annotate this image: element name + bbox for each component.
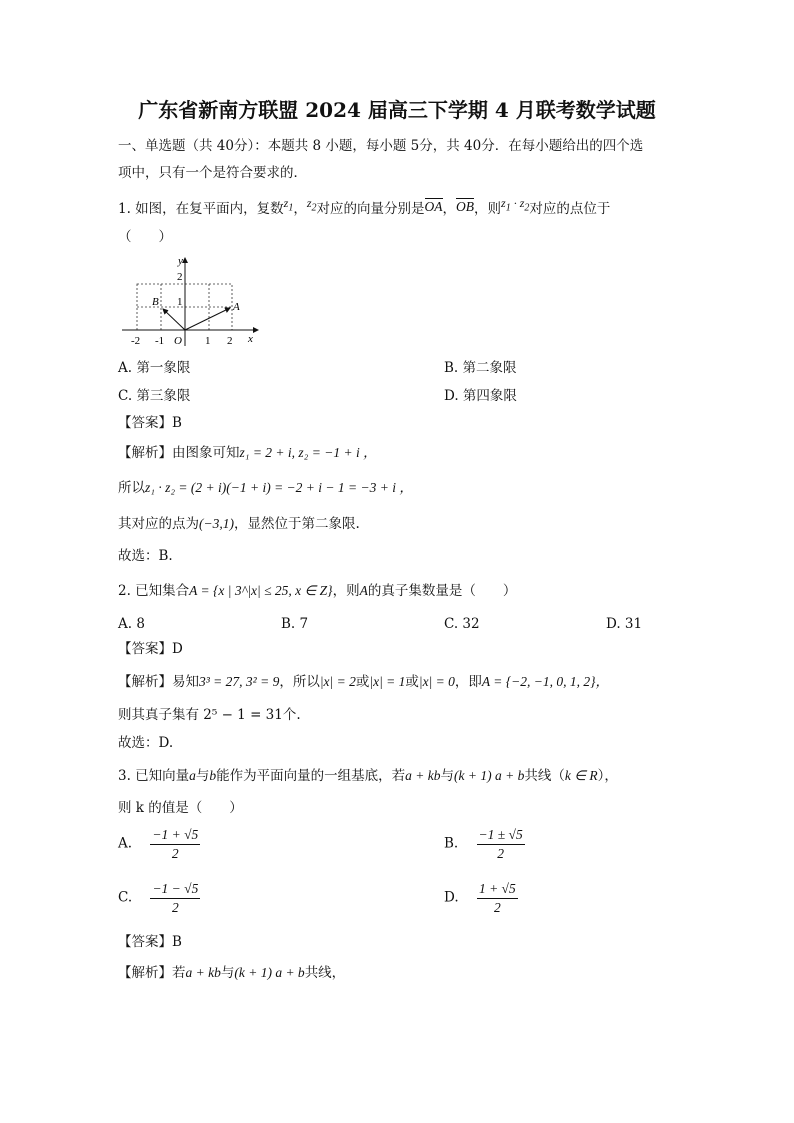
- q3-stem-line2: 则 k 的值是（ ）: [118, 800, 243, 816]
- q2-analysis-math-1: 3³ = 27, 3² = 9: [199, 674, 280, 689]
- q3-answer: 【答案】B: [118, 934, 182, 950]
- q2-stem-text-b: ，则: [332, 583, 360, 599]
- q3-analysis-tag: 【解析】: [118, 965, 172, 981]
- q1-choice: 故选：B.: [118, 548, 173, 564]
- q3-option-c-denominator: 2: [172, 899, 179, 915]
- q1-z2: $z_2$: [306, 196, 317, 214]
- q3-vector-b: b: [209, 768, 217, 783]
- q2-option-d: D. 31: [606, 616, 643, 632]
- q1-stem-text-b: 对应的向量分别是: [316, 201, 425, 217]
- q1-ytick-1: 1: [177, 296, 183, 308]
- q2-analysis-abs-2: |x| = 2: [319, 674, 356, 689]
- q3-option-a-denominator: 2: [171, 845, 179, 861]
- q3-stem-text-c: 能作为平面向量的一组基底，若: [216, 768, 406, 784]
- q3-analysis-text-a: 若: [172, 965, 186, 981]
- q1-option-b: B. 第二象限: [444, 360, 517, 376]
- q2-analysis-line2: 则其真子集有 2⁵ − 1 = 31个.: [118, 707, 301, 723]
- q1-option-c: C. 第三象限: [118, 388, 191, 404]
- section-intro-line1: 一、单选题（共 40分）：本题共 8 小题，每小题 5分，共 40分．在每小题给出的四个选: [118, 138, 644, 154]
- q2-choice: 故选：D.: [118, 735, 174, 751]
- q1-comma: ，: [293, 201, 307, 217]
- q1-xtick-2: 2: [227, 335, 233, 347]
- q1-analysis-line3: [118, 517, 360, 532]
- q1-analysis-text-1: 由图象可知: [172, 445, 240, 461]
- q1-xtick-neg2: -2: [131, 335, 141, 347]
- q3-option-b: [444, 828, 525, 860]
- q1-analysis-math-2: z₁ · z₂ = (2 + i)(−1 + i) = −2 + i − 1 = −3 + i ，: [145, 480, 413, 495]
- q1-y-label: y: [178, 255, 183, 267]
- q3-analysis-text-c: 共线，: [304, 965, 346, 981]
- page-title: 广东省新南方联盟 2024 届高三下学期 4 月联考数学试题: [138, 98, 656, 122]
- q3-option-b-denominator: 2: [497, 845, 504, 861]
- q1-analysis-line1: [118, 446, 377, 461]
- q3-option-d-denominator: 2: [493, 899, 501, 915]
- q2-answer: 【答案】D: [118, 641, 183, 657]
- q1-z1-sub: 1: [288, 202, 294, 214]
- q1-complex-plane-figure: [116, 252, 266, 348]
- q1-comma-2: ，: [442, 201, 457, 217]
- q3-option-d: [444, 882, 518, 914]
- q3-option-c: [118, 882, 200, 914]
- q2-option-b: B. 7: [281, 616, 309, 632]
- q1-vector-ob: OB: [456, 199, 475, 214]
- q1-stem-text-a: 1. 如图，在复平面内，复数: [118, 201, 284, 217]
- q3-option-b-fraction: [477, 828, 525, 860]
- q3-option-d-fraction: [477, 882, 518, 914]
- q1-answer: 【答案】B: [118, 415, 182, 431]
- q3-analysis-text-b: 与: [220, 965, 235, 981]
- q2-stem-text-a: 2. 已知集合: [118, 583, 190, 599]
- q1-origin-label: O: [174, 335, 182, 347]
- q1-analysis-math-3: (−3,1): [199, 516, 234, 531]
- q1-option-a: A. 第一象限: [118, 360, 191, 376]
- q3-expr-2: (k + 1) a + b: [454, 768, 525, 783]
- q3-analysis-expr-1: a + kb: [185, 965, 221, 980]
- q3-option-b-label: B.: [444, 835, 459, 852]
- q3-option-a-fraction: [150, 828, 200, 860]
- q1-x-label: x: [248, 333, 253, 345]
- q2-analysis-text-1b: ，所以: [279, 674, 320, 690]
- question-3-stem: [118, 769, 618, 784]
- q2-option-c: C. 32: [444, 616, 480, 632]
- q1-stem-text-d: 对应的点位于: [529, 201, 611, 217]
- q1-analysis-tag: 【解析】: [118, 445, 172, 461]
- q3-stem-text-b: 与: [195, 768, 210, 784]
- q1-stem-text-c: ，则: [474, 201, 502, 217]
- q3-k-in-r: k ∈ R: [564, 768, 598, 783]
- q1-analysis-text-2: 所以: [118, 480, 145, 496]
- question-1-stem: [118, 196, 611, 219]
- q3-analysis-line1: [118, 966, 345, 981]
- q2-option-a: A. 8: [118, 616, 145, 632]
- q1-ytick-2: 2: [177, 271, 183, 283]
- q1-option-d: D. 第四象限: [444, 388, 517, 404]
- q2-analysis-text-1g: ，即: [454, 674, 482, 690]
- q3-option-c-fraction: [150, 882, 200, 914]
- q3-option-b-numerator: −1 ± √5: [477, 828, 525, 845]
- q3-stem-text-f: ），: [597, 768, 618, 784]
- q2-stem-text-c: 的真子集数量是（ ）: [367, 583, 517, 599]
- q3-vector-a: a: [189, 768, 196, 783]
- q1-point-a-label: A: [233, 301, 240, 313]
- q3-expr-1: a + kb: [405, 768, 441, 783]
- q1-product: $z_1 \cdot z_2$: [501, 196, 530, 214]
- q1-paren: （ ）: [118, 229, 172, 245]
- q2-analysis-or-2: 或: [405, 674, 419, 690]
- q3-option-d-numerator: 1 + √5: [477, 882, 518, 899]
- q1-analysis-text-3a: 其对应的点为: [118, 516, 199, 532]
- q3-option-a: [118, 828, 200, 860]
- q3-option-a-numerator: −1 + √5: [150, 828, 200, 845]
- q3-stem-text-d: 与: [440, 768, 455, 784]
- question-2-stem: [118, 584, 516, 599]
- q2-analysis-or-1: 或: [355, 674, 370, 690]
- q2-set-math: A = {x | 3^|x| ≤ 25, x ∈ Z}: [189, 583, 333, 598]
- q2-analysis-line1: [118, 675, 609, 690]
- q3-stem-text-a: 3. 已知向量: [118, 768, 190, 784]
- q3-option-a-label: A.: [118, 835, 133, 852]
- q3-stem-text-e: 共线（: [524, 768, 565, 784]
- q3-option-d-label: D.: [444, 889, 459, 906]
- q1-xtick-1: 1: [205, 335, 211, 347]
- q1-xtick-neg1: -1: [155, 335, 165, 347]
- q3-option-c-label: C.: [118, 889, 133, 906]
- section-intro-line2: 项中，只有一个是符合要求的．: [118, 165, 307, 181]
- q1-vector-a: [185, 308, 230, 330]
- q1-vector-oa: OA: [424, 199, 443, 214]
- q1-analysis-line2: [118, 481, 413, 496]
- q1-vector-b: [163, 309, 185, 330]
- q2-stem-a: A: [359, 583, 368, 598]
- q2-analysis-tag: 【解析】: [118, 674, 172, 690]
- q1-point-b-label: B: [152, 296, 159, 308]
- q2-analysis-abs-0: |x| = 0: [418, 674, 455, 689]
- q1-z1: [283, 196, 294, 214]
- q1-analysis-text-3b: ，显然位于第二象限.: [233, 516, 360, 532]
- q2-analysis-set-a: A = {−2, −1, 0, 1, 2}，: [481, 674, 610, 689]
- q3-option-c-numerator: −1 − √5: [150, 882, 200, 899]
- q2-analysis-text-1a: 易知: [172, 674, 199, 690]
- q1-analysis-math-1: z₁ = 2 + i, z₂ = −1 + i ，: [239, 445, 377, 460]
- q2-analysis-abs-1: |x| = 1: [369, 674, 406, 689]
- q3-analysis-expr-2: (k + 1) a + b: [234, 965, 305, 980]
- q1-z1-letter: z: [283, 196, 289, 210]
